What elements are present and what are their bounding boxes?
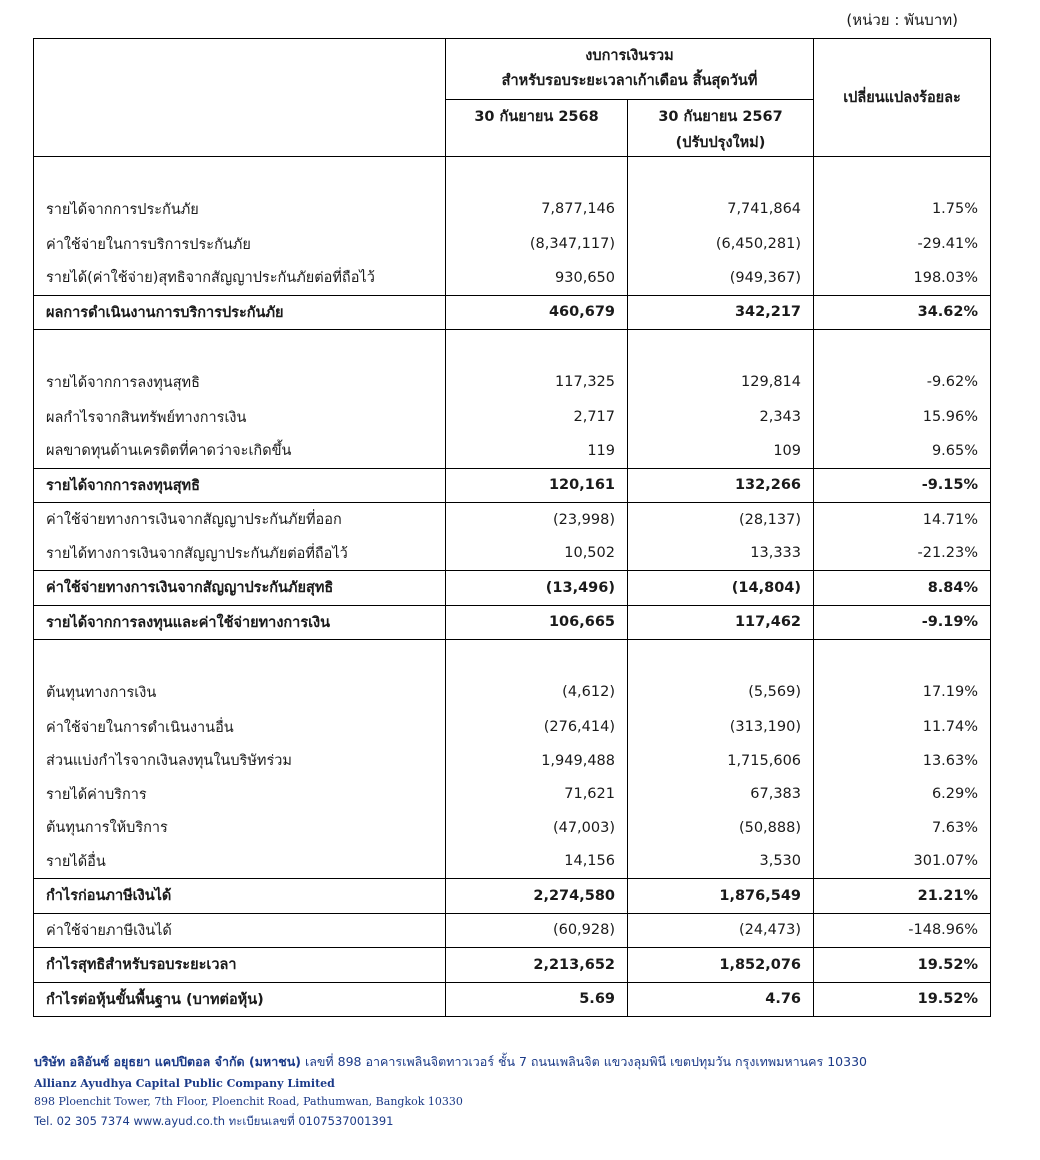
table-row <box>34 913 991 948</box>
value-2567: (28,137) <box>628 503 814 537</box>
value-change: 19.52% <box>814 948 991 983</box>
value-2567: (50,888) <box>628 811 814 845</box>
subtotal-row <box>34 982 991 1017</box>
value-2567: 109 <box>628 434 814 468</box>
row-label: กำไรก่อนภาษีเงินได้ <box>34 879 446 914</box>
value-2568: 2,274,580 <box>446 879 628 914</box>
value-2568: (8,347,117) <box>446 228 628 262</box>
value-2567: 4.76 <box>628 982 814 1017</box>
empty-cell <box>814 640 991 674</box>
row-label: ต้นทุนทางการเงิน <box>34 674 446 711</box>
row-label: กำไรต่อหุ้นขั้นพื้นฐาน (บาทต่อหุ้น) <box>34 982 446 1017</box>
subtotal-row <box>34 468 991 503</box>
value-2568: 71,621 <box>446 778 628 812</box>
value-change: -29.41% <box>814 228 991 262</box>
header-group-period: สำหรับรอบระยะเวลาเก้าเดือน สิ้นสุดวันที่ <box>501 73 758 89</box>
empty-cell <box>628 157 814 191</box>
row-label: ค่าใช้จ่ายในการบริการประกันภัย <box>34 228 446 262</box>
table-row <box>34 228 991 262</box>
value-2568: 460,679 <box>446 295 628 330</box>
value-2568: 119 <box>446 434 628 468</box>
empty-cell <box>34 157 446 191</box>
row-label: ค่าใช้จ่ายในการดำเนินงานอื่น <box>34 711 446 745</box>
company-name-en: Allianz Ayudhya Capital Public Company Limited <box>34 1077 335 1090</box>
row-label: ต้นทุนการให้บริการ <box>34 811 446 845</box>
value-change: 198.03% <box>814 261 991 295</box>
table-row <box>34 364 991 401</box>
value-change: -21.23% <box>814 537 991 571</box>
header-blank-cell <box>34 39 446 157</box>
empty-cell <box>34 330 446 364</box>
value-change: 15.96% <box>814 401 991 435</box>
header-group-cell <box>446 39 814 100</box>
spacer-row <box>34 157 991 191</box>
value-2567: (24,473) <box>628 913 814 948</box>
value-2567: 67,383 <box>628 778 814 812</box>
value-2567: 117,462 <box>628 605 814 640</box>
row-label: ค่าใช้จ่ายภาษีเงินได้ <box>34 913 446 948</box>
value-change: 8.84% <box>814 571 991 606</box>
row-label: รายได้จากการประกันภัย <box>34 191 446 228</box>
subtotal-row <box>34 571 991 606</box>
row-label: ค่าใช้จ่ายทางการเงินจากสัญญาประกันภัยที่ออก <box>34 503 446 537</box>
company-address-th: เลขที่ 898 อาคารเพลินจิตทาวเวอร์ ชั้น 7 ถนนเพลินจิต แขวงลุมพินี เขตปทุมวัน กรุงเทพมหานคร 10330 <box>304 1054 867 1069</box>
value-2568: (60,928) <box>446 913 628 948</box>
empty-cell <box>446 330 628 364</box>
value-2567: 2,343 <box>628 401 814 435</box>
header-2567-restated: (ปรับปรุงใหม่) <box>675 135 766 152</box>
value-2567: 3,530 <box>628 845 814 879</box>
value-2567: (5,569) <box>628 674 814 711</box>
value-2567: 342,217 <box>628 295 814 330</box>
value-change: 21.21% <box>814 879 991 914</box>
subtotal-row <box>34 948 991 983</box>
registration-number: ทะเบียนเลขที่ 0107537001391 <box>228 1114 394 1128</box>
contact-tel: Tel. 02 305 7374 <box>34 1114 130 1128</box>
table-row <box>34 434 991 468</box>
value-2567: 132,266 <box>628 468 814 503</box>
subtotal-row <box>34 295 991 330</box>
header-change: เปลี่ยนแปลงร้อยละ <box>814 39 991 157</box>
table-row <box>34 845 991 879</box>
value-change: 19.52% <box>814 982 991 1017</box>
value-2567: 1,876,549 <box>628 879 814 914</box>
row-label: ส่วนแบ่งกำไรจากเงินลงทุนในบริษัทร่วม <box>34 744 446 778</box>
value-2567: 7,741,864 <box>628 191 814 228</box>
value-change: -9.19% <box>814 605 991 640</box>
row-label: รายได้ค่าบริการ <box>34 778 446 812</box>
value-2567: 129,814 <box>628 364 814 401</box>
header-2568: 30 กันยายน 2568 <box>446 100 628 157</box>
empty-cell <box>814 330 991 364</box>
footer-line-th <box>34 1052 867 1072</box>
financial-statement-table <box>33 38 991 1017</box>
table-row <box>34 261 991 295</box>
value-2567: 1,715,606 <box>628 744 814 778</box>
value-2567: (6,450,281) <box>628 228 814 262</box>
row-label: รายได้จากการลงทุนและค่าใช้จ่ายทางการเงิน <box>34 605 446 640</box>
value-2568: 1,949,488 <box>446 744 628 778</box>
table-row <box>34 401 991 435</box>
value-2567: 1,852,076 <box>628 948 814 983</box>
row-label: ผลการดำเนินงานการบริการประกันภัย <box>34 295 446 330</box>
row-label: รายได้อื่น <box>34 845 446 879</box>
empty-cell <box>628 330 814 364</box>
header-2567-date: 30 กันยายน 2567 <box>658 109 783 125</box>
contact-website[interactable]: www.ayud.co.th <box>133 1114 226 1128</box>
row-label: กำไรสุทธิสำหรับรอบระยะเวลา <box>34 948 446 983</box>
table-row <box>34 503 991 537</box>
value-change: -9.15% <box>814 468 991 503</box>
row-label: ค่าใช้จ่ายทางการเงินจากสัญญาประกันภัยสุทธิ <box>34 571 446 606</box>
table-row <box>34 711 991 745</box>
subtotal-row <box>34 605 991 640</box>
value-2568: 7,877,146 <box>446 191 628 228</box>
footer-contact <box>34 1113 867 1131</box>
value-change: 14.71% <box>814 503 991 537</box>
value-change: 9.65% <box>814 434 991 468</box>
value-change: 17.19% <box>814 674 991 711</box>
table-row <box>34 778 991 812</box>
value-2568: 10,502 <box>446 537 628 571</box>
value-2567: (14,804) <box>628 571 814 606</box>
value-2568: (13,496) <box>446 571 628 606</box>
value-2567: 13,333 <box>628 537 814 571</box>
empty-cell <box>34 640 446 674</box>
spacer-row <box>34 330 991 364</box>
row-label: รายได้จากการลงทุนสุทธิ <box>34 468 446 503</box>
table-row <box>34 811 991 845</box>
value-2568: 5.69 <box>446 982 628 1017</box>
empty-cell <box>814 157 991 191</box>
company-address-en: 898 Ploenchit Tower, 7th Floor, Ploenchit Road, Pathumwan, Bangkok 10330 <box>34 1095 463 1108</box>
spacer-row <box>34 640 991 674</box>
table-row <box>34 744 991 778</box>
row-label: ผลขาดทุนด้านเครดิตที่คาดว่าจะเกิดขึ้น <box>34 434 446 468</box>
value-change: 7.63% <box>814 811 991 845</box>
value-2568: 2,213,652 <box>446 948 628 983</box>
value-change: 301.07% <box>814 845 991 879</box>
row-label: รายได้ทางการเงินจากสัญญาประกันภัยต่อที่ถือไว้ <box>34 537 446 571</box>
value-2568: 14,156 <box>446 845 628 879</box>
table-body <box>34 157 991 1017</box>
value-2568: 106,665 <box>446 605 628 640</box>
value-2568: (276,414) <box>446 711 628 745</box>
value-2568: (47,003) <box>446 811 628 845</box>
value-change: 1.75% <box>814 191 991 228</box>
table-row <box>34 674 991 711</box>
header-group-title: งบการเงินรวม <box>585 48 674 65</box>
value-change: -9.62% <box>814 364 991 401</box>
header-2567 <box>628 100 814 157</box>
empty-cell <box>446 157 628 191</box>
empty-cell <box>628 640 814 674</box>
value-2568: (23,998) <box>446 503 628 537</box>
value-change: -148.96% <box>814 913 991 948</box>
value-change: 34.62% <box>814 295 991 330</box>
table-row <box>34 537 991 571</box>
value-change: 13.63% <box>814 744 991 778</box>
empty-cell <box>446 640 628 674</box>
value-2568: 120,161 <box>446 468 628 503</box>
table-header <box>34 39 991 157</box>
value-change: 6.29% <box>814 778 991 812</box>
company-footer <box>34 1052 867 1131</box>
unit-label: (หน่วย : พันบาท) <box>846 11 958 29</box>
value-2568: (4,612) <box>446 674 628 711</box>
value-change: 11.74% <box>814 711 991 745</box>
value-2567: (949,367) <box>628 261 814 295</box>
value-2568: 117,325 <box>446 364 628 401</box>
value-2568: 930,650 <box>446 261 628 295</box>
value-2567: (313,190) <box>628 711 814 745</box>
company-name-th: บริษัท อลิอันซ์ อยุธยา แคปปิตอล จำกัด (มหาชน) <box>34 1054 301 1069</box>
row-label: รายได้(ค่าใช้จ่าย)สุทธิจากสัญญาประกันภัยต่อที่ถือไว้ <box>34 261 446 295</box>
value-2568: 2,717 <box>446 401 628 435</box>
table-row <box>34 191 991 228</box>
subtotal-row <box>34 879 991 914</box>
row-label: รายได้จากการลงทุนสุทธิ <box>34 364 446 401</box>
row-label: ผลกำไรจากสินทรัพย์ทางการเงิน <box>34 401 446 435</box>
